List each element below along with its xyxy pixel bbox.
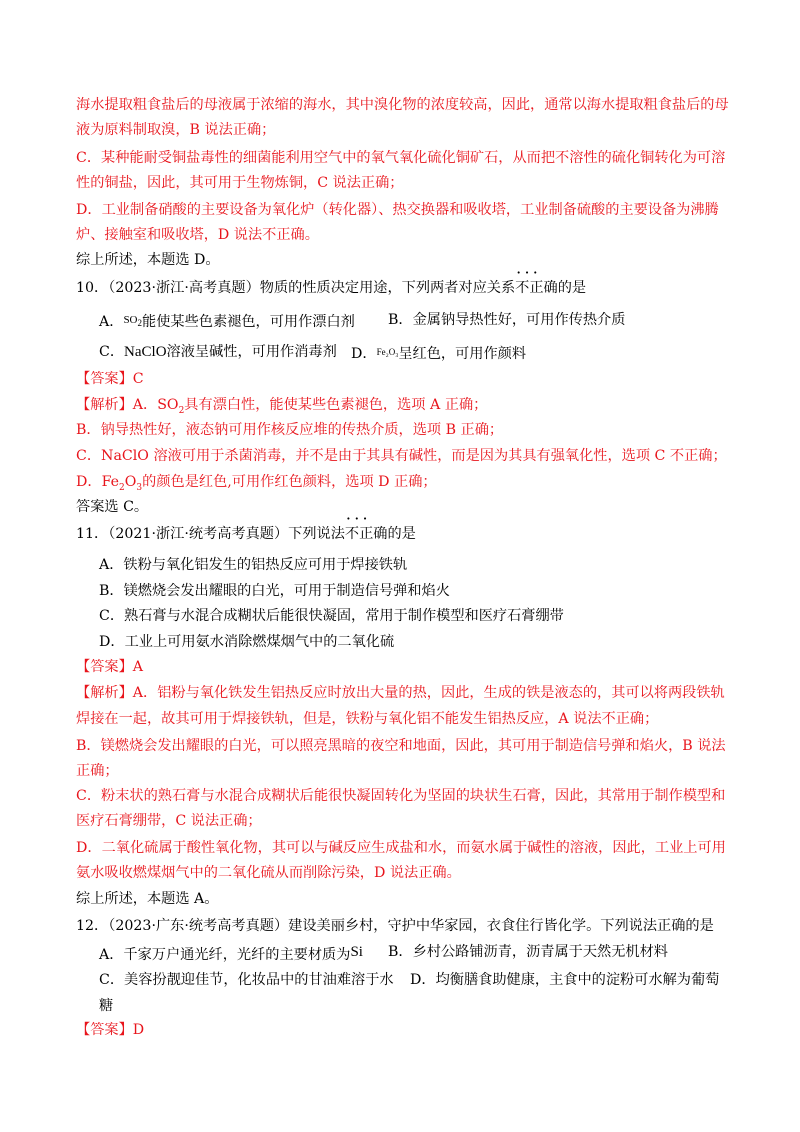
analysis-text-line: 海水提取粗食盐后的母液属于浓缩的海水，其中溴化物的浓度较高，因此，通常以海水提取粗食盐后的母 [76,97,729,113]
analysis-text-line: 正确； [76,763,119,779]
analysis-text-line [76,395,487,415]
analysis-text-line [76,472,437,492]
analysis-text-line: 焊接在一起，故其可用于焊接铁轨，但是，铁粉与氧化铝不能发生铝热反应，A 说法不正确； [76,711,659,727]
option-a: A．铁粉与氧化铝发生的铝热反应可用于焊接铁轨 [99,557,408,573]
option-b: B．镁燃烧会发出耀眼的白光，可用于制造信号弹和焰火 [99,583,450,599]
option-d [351,342,526,364]
answer-tag: 【答案】C [76,371,144,387]
analysis-tag: 【解析】 [76,397,133,413]
option-c: C．熟石膏与水混合成糊状后能很快凝固，常用于制作模型和医疗石膏绷带 [99,608,564,624]
question-stem-text: （2023·广东·统考高考真题）建设美丽乡村，守护中华家园，衣食住行皆化学。下列说法正确的是 [108,918,714,934]
question-stem-text: 的是 [557,280,587,296]
analysis-text-line: 性的铜盐，因此，其可用于生物炼铜，C 说法正确； [76,175,404,191]
question-10-stem [76,278,586,298]
option-b: B．乡村公路铺沥青，沥青属于天然无机材料 [388,944,668,960]
question-stem-text: （2021·浙江·统考高考真题）下列说法 [108,526,345,542]
analysis-text-line: 氨水吸收燃煤烟气中的二氧化硫从而削除污染，D 说法正确。 [76,865,461,881]
formula-text: SO [123,314,138,326]
chem-formula: Si [350,944,363,960]
question-number: 12． [76,918,109,934]
analysis-text-line: D．工业制备硝酸的主要设备为氧化炉（转化器）、热交换器和吸收塔，工业制备硫酸的主要设备为沸腾 [76,202,719,218]
question-12-stem [76,916,714,936]
option-text: A．千家万户通光纤，光纤的主要材质为 [99,947,351,963]
analysis-text: A．铝粉与氧化铁发生铝热反应时放出大量的热，因此，生成的铁是液态的，其可以将两段铁轨 [132,685,725,701]
conclusion-text: 答案选 C。 [76,499,149,515]
analysis-text-line: C．粉末状的熟石膏与水混合成糊状后能很快凝固转化为坚固的块状生石膏，因此，其常用于制作模型和 [76,788,726,804]
analysis-text-line: B．钠导热性好，液态钠可用作核反应堆的传热介质，选项 B 正确； [76,422,504,438]
question-stem-text: （2023·浙江·高考真题）物质的性质决定用途，下列两者对应关系 [108,280,516,296]
option-d: D．均衡膳食助健康，主食中的淀粉可水解为葡萄 [410,972,720,988]
analysis-text: O [124,474,137,490]
option-text: 能使某些色素褪色，可用作漂白剂 [142,314,355,330]
formula-subscript: 2 [137,318,142,329]
option-label: D． [351,346,377,362]
conclusion-text: 综上所述，本题选 D。 [76,252,220,268]
chem-formula [123,314,142,329]
analysis-text-line: C．NaClO 溶液可用于杀菌消毒，并不是由于其具有碱性，而是因为其具有强氧化性，选项 C 不正确； [76,448,727,464]
analysis-text: 具有漂白性，能使某些色素褪色，选项 A 正确； [184,397,488,413]
option-text: 溶液呈碱性，可用作消毒剂 [166,344,337,360]
analysis-tag: 【解析】 [76,685,133,701]
answer-tag: 【答案】A [76,659,143,675]
option-a [99,942,363,965]
question-number: 11． [76,526,109,542]
conclusion-text: 综上所述，本题选 A。 [76,891,219,907]
analysis-text: 的颜色是红色,可用作红色颜料，选项 D 正确； [142,474,437,490]
question-11-stem [76,524,416,544]
analysis-text-line [76,683,725,703]
analysis-text: D．Fe [76,474,120,490]
analysis-text: A．SO [132,397,179,413]
emphasis-text: · · · 不正确 [345,524,388,544]
analysis-text-line: C．某种能耐受铜盐毒性的细菌能利用空气中的氧气氧化硫化铜矿石，从而把不溶性的硫化铜转化为可溶 [76,150,726,166]
chem-formula: NaClO [124,344,167,360]
question-number: 10． [76,280,109,296]
formula-subscript: 3 [136,482,143,493]
analysis-text-line: 液为原料制取溴，B 说法正确； [76,122,276,138]
option-c: C．美容扮靓迎佳节，化妆品中的甘油难溶于水 [99,972,394,988]
option-label: C． [99,344,125,360]
answer-tag: 【答案】D [76,1022,145,1038]
option-b: B．金属钠导热性好，可用作传热介质 [388,312,626,328]
emphasis-text: · · · 不正确 [515,278,558,298]
formula-subscript: 2 [119,482,125,493]
option-a [99,310,355,332]
chem-formula: Fe₂O₃ [376,347,399,357]
analysis-text-line: B．镁燃烧会发出耀眼的白光，可以照亮黑暗的夜空和地面，因此，其可用于制造信号弹和焰火，B 说法 [76,738,726,754]
formula-subscript: 2 [178,405,185,416]
question-stem-text: 的是 [387,526,416,542]
option-text: 呈红色，可用作颜料 [398,346,527,362]
analysis-text-line: 炉、接触室和吸收塔，D 说法不正确。 [76,227,319,243]
option-d-continuation: 糖 [99,998,114,1014]
analysis-text-line: D．二氧化硫属于酸性氧化物，其可以与碱反应生成盐和水，而氨水属于碱性的溶液，因此，工业上可用 [76,840,726,856]
option-label: A． [99,314,124,330]
analysis-text-line: 医疗石膏绷带，C 说法正确； [76,813,262,829]
option-d: D．工业上可用氨水消除燃煤烟气中的二氧化硫 [99,634,395,650]
option-c [99,342,337,362]
